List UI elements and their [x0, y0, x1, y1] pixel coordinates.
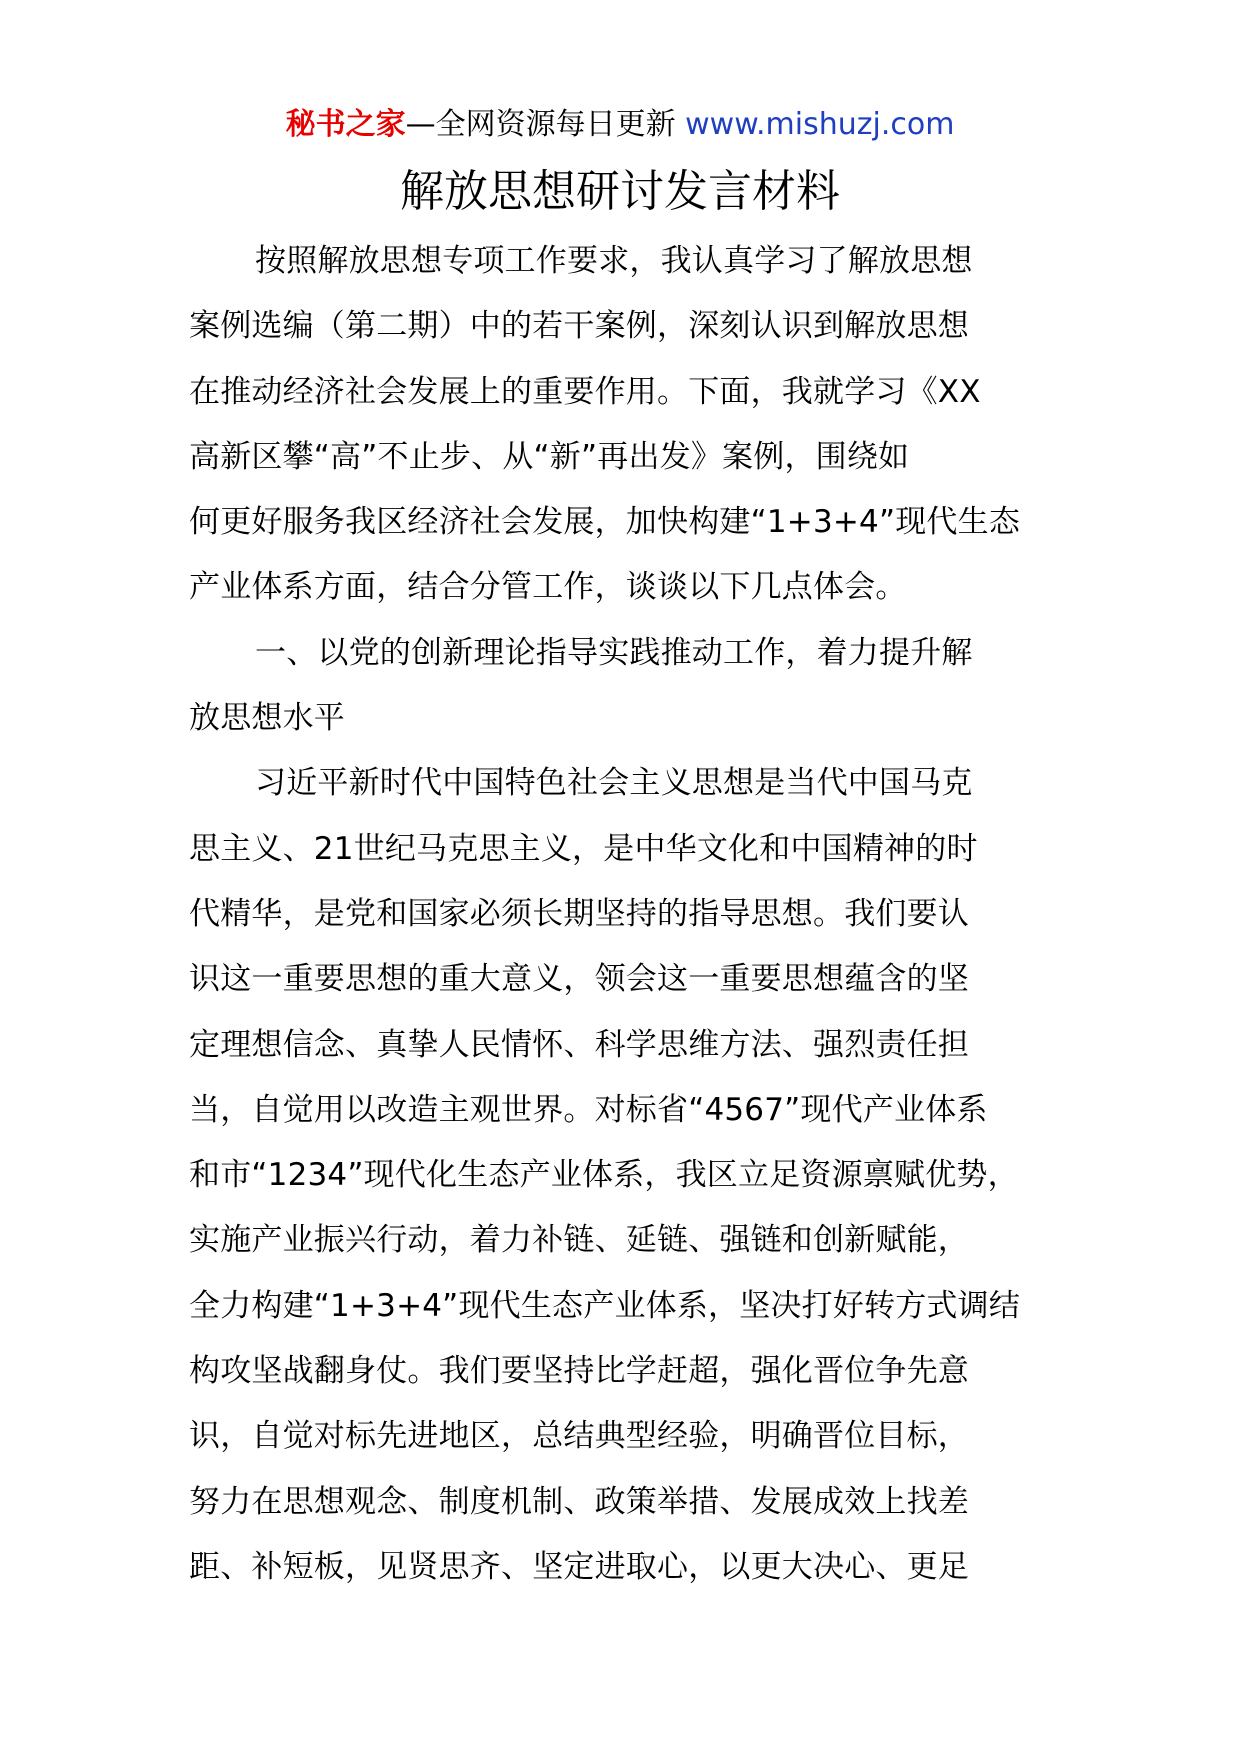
body-text-line: 全力构建“1+3+4”现代生态产业体系，坚决打好转方式调结: [189, 1287, 1021, 1324]
body-text-line: 案例选编（第二期）中的若干案例，深刻认识到解放思想: [189, 308, 969, 345]
body-text-line: 一、以党的创新理论指导实践推动工作，着力提升解: [255, 634, 973, 671]
body-text-line: 距、补短板，见贤思齐、坚定进取心，以更大决心、更足: [189, 1548, 969, 1585]
body-text-line: 在推动经济社会发展上的重要作用。下面，我就学习《XX: [189, 373, 981, 410]
body-text-line: 构攻坚战翻身仗。我们要坚持比学赶超，强化晋位争先意: [189, 1353, 969, 1390]
body-text-line: 思主义、21世纪马克思主义，是中华文化和中国精神的时: [189, 830, 978, 867]
body-text-line: 实施产业振兴行动，着力补链、延链、强链和创新赋能，: [189, 1222, 969, 1259]
header-slogan: —全网资源每日更新: [405, 107, 676, 142]
body-text-line: 习近平新时代中国特色社会主义思想是当代中国马克: [255, 765, 973, 802]
brand-name: 秘书之家: [285, 107, 406, 142]
document-title: 解放思想研讨发言材料: [400, 166, 840, 217]
body-text-line: 何更好服务我区经济社会发展，加快构建“1+3+4”现代生态: [189, 504, 1021, 541]
body-text-line: 当，自觉用以改造主观世界。对标省“4567”现代产业体系: [189, 1091, 988, 1128]
body-text-line: 按照解放思想专项工作要求，我认真学习了解放思想: [255, 243, 973, 279]
body-text-line: 识这一重要思想的重大意义，领会这一重要思想蕴含的坚: [189, 961, 969, 998]
site-header: [0, 103, 1240, 147]
body-text-line: 和市“1234”现代化生态产业体系，我区立足资源禀赋优势，: [189, 1157, 1019, 1194]
body-text-line: 努力在思想观念、制度机制、政策举措、发展成效上找差: [189, 1483, 969, 1520]
body-text-line: 定理想信念、真挚人民情怀、科学思维方法、强烈责任担: [189, 1026, 969, 1063]
body-text-line: 高新区攀“高”不止步、从“新”再出发》案例，围绕如: [189, 438, 910, 475]
body-text-line: 代精华，是党和国家必须长期坚持的指导思想。我们要认: [189, 895, 969, 932]
document-body: [189, 229, 1069, 1600]
site-url-link[interactable]: www.mishuzj.com: [685, 107, 955, 142]
body-text-line: 放思想水平: [189, 700, 345, 737]
body-text-line: 识，自觉对标先进地区，总结典型经验，明确晋位目标，: [189, 1418, 969, 1455]
body-text-line: 产业体系方面，结合分管工作，谈谈以下几点体会。: [189, 569, 907, 606]
